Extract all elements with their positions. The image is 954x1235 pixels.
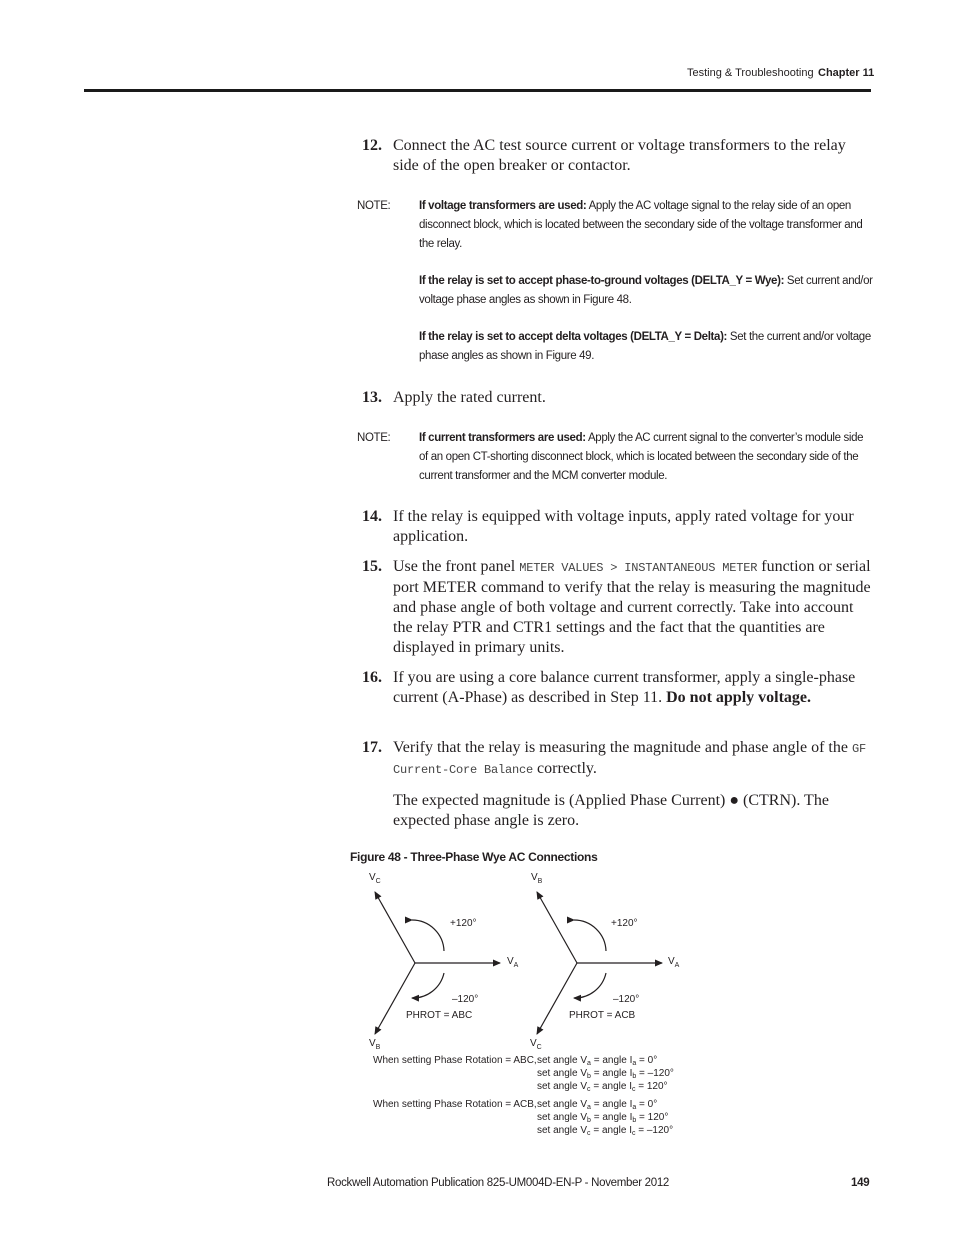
page-number: 149	[851, 1177, 870, 1189]
note-paragraph	[419, 197, 874, 254]
step-text	[393, 557, 873, 658]
step-17-expected: The expected magnitude is (Applied Phase Current) ● (CTRN). The expected phase angle is zero.	[393, 792, 829, 829]
angle-setting-line: set angle $V_b$ = angle $I_b = -120^\circ$	[537, 1068, 674, 1080]
phase-rotation-abc-settings	[537, 1054, 674, 1093]
note-label: NOTE:	[357, 200, 391, 212]
phasor-va-label: $V_A$	[668, 956, 680, 969]
step-text-part: correctly.	[533, 760, 597, 777]
phasor-vc-label: $V_C$	[369, 872, 381, 885]
phasor-diagram	[355, 868, 695, 1058]
phasor-vb-label: $V_B$	[369, 1038, 381, 1051]
step-13	[362, 388, 882, 408]
menu-path-code: METER VALUES > INSTANTANEOUS METER	[519, 561, 758, 575]
phase-rotation-label: PHROT = ACB	[569, 1010, 636, 1021]
note-paragraph	[419, 328, 874, 366]
note-emphasis: If the relay is set to accept delta voltages (DELTA_Y = Delta):	[419, 331, 728, 343]
note-emphasis: If current transformers are used:	[419, 432, 586, 444]
step-text	[393, 668, 873, 708]
step-text-part: Verify that the relay is measuring the magnitude and phase angle of the	[393, 739, 852, 756]
phase-rotation-acb-condition: When setting Phase Rotation = ACB,	[373, 1099, 537, 1110]
angle-setting-line: set angle $V_c$ = angle $I_c = -120^\circ$	[537, 1125, 674, 1137]
note-current-transformers	[419, 429, 874, 486]
note-text: Set the current and/or voltage phase angles as shown in Figure 49.	[419, 331, 871, 362]
angle-setting-line: set angle $V_a$ = angle $I_a = 0^\circ$	[537, 1055, 658, 1067]
angle-negative-label: –120°	[613, 994, 640, 1005]
note-paragraph	[419, 429, 874, 486]
angle-setting-line: set angle $V_b$ = angle $I_b = 120^\circ$	[537, 1112, 669, 1124]
step-warning: Do not apply voltage.	[666, 689, 812, 706]
angle-setting-line: set angle $V_c$ = angle $I_c = 120^\circ$	[537, 1081, 668, 1093]
note-emphasis: If the relay is set to accept phase-to-ground voltages (DELTA_Y = Wye):	[419, 275, 785, 287]
phasor-vc-label: $V_C$	[530, 1038, 542, 1051]
angle-arc-negative	[412, 973, 444, 998]
note-text: Apply the AC current signal to the converter’s module side of an open CT-shorting disconnect block, which is located between the secondary side of the current transformer and the MCM converter module.	[419, 432, 864, 482]
phasor-diagram-acb	[530, 872, 680, 1051]
phasor-vc-arrow	[375, 892, 415, 963]
angle-setting-line: set angle $V_a$ = angle $I_a = 0^\circ$	[537, 1099, 658, 1111]
header-rule	[84, 89, 871, 92]
note-label: NOTE:	[357, 432, 391, 444]
phase-rotation-abc-condition: When setting Phase Rotation = ABC,	[373, 1055, 537, 1066]
step-number: 13.	[362, 389, 382, 406]
step-text: Apply the rated current.	[393, 389, 546, 406]
angle-negative-label: –120°	[452, 994, 479, 1005]
step-text-part: Use the front panel	[393, 558, 520, 575]
angle-arc-positive	[574, 920, 606, 951]
note-text: Set current and/or voltage phase angles as shown in Figure 48.	[419, 275, 873, 306]
step-number: 16.	[362, 669, 382, 686]
step-text-part: If you are using a core balance current transformer, apply a single-phase current (A-Phase) as described in Step 11.	[393, 669, 856, 706]
note-voltage-transformers	[419, 197, 874, 366]
phase-rotation-label: PHROT = ABC	[406, 1010, 473, 1021]
figure-caption: Figure 48 - Three-Phase Wye AC Connections	[350, 850, 598, 864]
phasor-vb-arrow	[375, 963, 415, 1034]
header-section: Testing & Troubleshooting	[687, 67, 814, 79]
step-number: 12.	[362, 137, 382, 154]
step-text-part: function or serial port METER command to verify that the relay is measuring the magnitude and phase angle of both voltage and current correctly. Take into account the relay PTR and CTR1 settings and the fact that the quantities are displayed in primary units.	[393, 558, 871, 656]
step-text: If the relay is equipped with voltage inputs, apply rated voltage for your application.	[393, 508, 854, 545]
phase-rotation-acb-settings	[537, 1098, 673, 1137]
phasor-vc-arrow	[537, 963, 577, 1034]
header-chapter: Chapter 11	[818, 67, 875, 79]
note-paragraph	[419, 272, 874, 310]
step-number: 15.	[362, 558, 382, 575]
setting-name-code: GF Current-Core Balance	[393, 742, 866, 777]
step-number: 17.	[362, 739, 382, 756]
step-text	[393, 738, 873, 780]
angle-arc-negative	[574, 973, 606, 998]
angle-positive-label: +120°	[611, 918, 638, 929]
phasor-va-label: $V_A$	[507, 956, 519, 969]
note-text: Apply the AC voltage signal to the relay side of an open disconnect block, which is located between the secondary side of the voltage transformer and the relay.	[419, 200, 863, 250]
phasor-vb-label: $V_B$	[531, 872, 543, 885]
angle-arc-positive	[412, 920, 444, 951]
phasor-diagram-abc	[369, 872, 519, 1051]
step-number: 14.	[362, 508, 382, 525]
step-text: Connect the AC test source current or voltage transformers to the relay side of the open breaker or contactor.	[393, 137, 846, 174]
note-emphasis: If voltage transformers are used:	[419, 200, 587, 212]
angle-positive-label: +120°	[450, 918, 477, 929]
phasor-vb-arrow	[537, 892, 577, 963]
footer-publication: Rockwell Automation Publication 825-UM004D-EN-P - November 2012	[327, 1177, 670, 1189]
